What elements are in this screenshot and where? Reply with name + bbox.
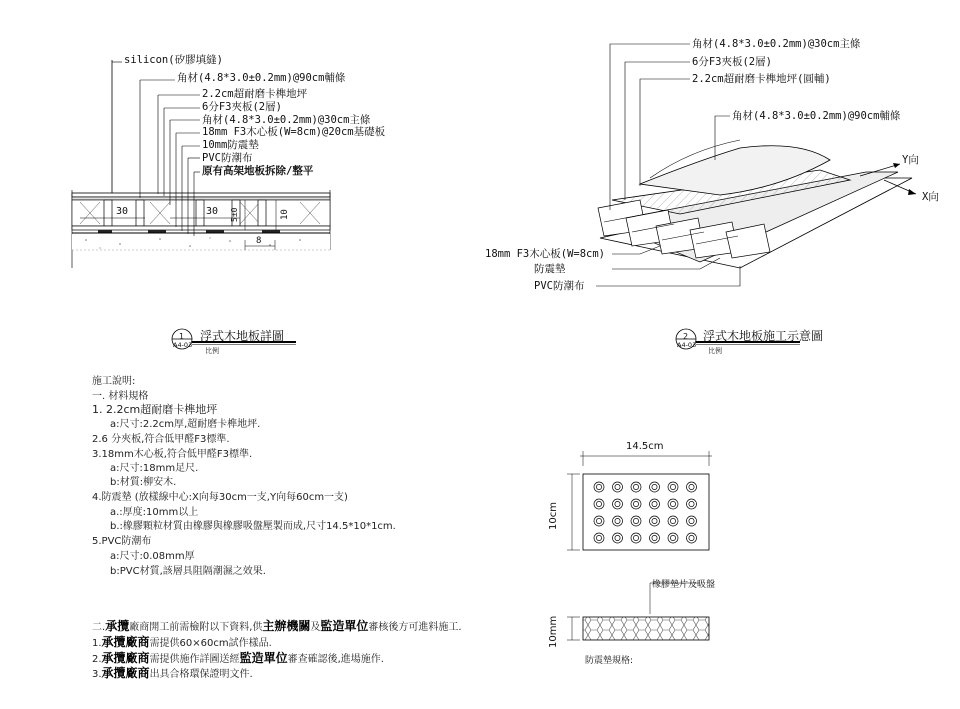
dim-10: 10 bbox=[280, 209, 290, 220]
pad-caption: 防震墊規格: bbox=[585, 656, 634, 666]
title-1-scale: 比例 bbox=[205, 347, 219, 355]
iso-label-wear: 2.2cm超耐磨卡榫地坪(圓輔) bbox=[692, 73, 831, 85]
pad-width-label: 14.5cm bbox=[626, 441, 664, 452]
pad-thickness-label: 10mm bbox=[548, 615, 559, 648]
dim-8: 8 bbox=[256, 236, 262, 246]
label-angle-30: 角材(4.8*3.0±0.2mm)@30cm主條 bbox=[202, 114, 371, 126]
title-2-scale: 比例 bbox=[708, 347, 722, 355]
label-silicon: silicon(矽膠填縫) bbox=[124, 54, 223, 66]
note-s2-2: 2.承攬廠商需提供施作詳圖送經監造單位審查確認後,進場施作. bbox=[92, 651, 384, 665]
iso-label-angle-90: 角材(4.8*3.0±0.2mm)@90cm輔條 bbox=[732, 110, 901, 122]
notes-section-1: 一. 材料規格 bbox=[92, 391, 149, 402]
note-s2-1: 1.承攬廠商需提供60×60cm試作樣品. bbox=[92, 635, 272, 649]
axis-y-label: Y向 bbox=[902, 154, 919, 166]
notes-heading: 施工說明: bbox=[92, 376, 136, 387]
note-4: 4.防震墊 (放樣線中心:X向每30cm一支,Y向每60cm一支) bbox=[92, 492, 348, 503]
note-3b: b:材質:柳安木. bbox=[110, 477, 177, 488]
pad-height-label: 10cm bbox=[548, 502, 559, 530]
dim-30-a: 30 bbox=[116, 206, 129, 217]
iso-label-angle-30: 角材(4.8*3.0±0.2mm)@30cm主條 bbox=[692, 38, 861, 50]
note-1a: a:尺寸:2.2cm厚,超耐磨卡榫地坪. bbox=[110, 419, 261, 430]
note-2: 2.6 分夾板,符合低甲醛F3標準. bbox=[92, 434, 230, 445]
pad-side-view bbox=[567, 583, 709, 640]
note-5b: b:PVC材質,該層具阻隔潮濕之效果. bbox=[110, 566, 266, 577]
label-angle-90: 角材(4.8*3.0±0.2mm)@90cm輔條 bbox=[177, 72, 346, 84]
note-4b: b.:橡膠顆粒材質由橡膠與橡膠吸盤壓製而成,尺寸14.5*10*1cm. bbox=[110, 521, 396, 532]
dim-5: 5±0 bbox=[230, 207, 239, 222]
iso-label-pvc: PVC防潮布 bbox=[534, 280, 585, 292]
note-5a: a:尺寸:0.08mm厚 bbox=[110, 551, 195, 562]
note-5: 5.PVC防潮布 bbox=[92, 536, 152, 547]
iso-label-core-board: 18mm F3木心板(W=8cm) bbox=[485, 248, 606, 260]
label-wear-layer: 2.2cm超耐磨卡榫地坪 bbox=[202, 88, 308, 100]
title-1-name: 浮式木地板詳圖 bbox=[200, 329, 285, 343]
label-pad: 10mm防震墊 bbox=[202, 139, 259, 151]
iso-label-pad: 防震墊 bbox=[534, 263, 566, 275]
title-2-sheet: A4-03 bbox=[677, 341, 697, 349]
title-1-sheet: A4-03 bbox=[173, 341, 193, 349]
pad-top-view bbox=[567, 451, 712, 550]
title-1-number: 1 bbox=[179, 332, 185, 341]
title-2-number: 2 bbox=[683, 332, 689, 341]
label-core-board: 18mm F3木心板(W=8cm)@20cm基礎板 bbox=[202, 126, 386, 138]
note-s2-3: 3.承攬廠商出具合格環保證明文件. bbox=[92, 666, 253, 680]
note-1: 1. 2.2cm超耐磨卡榫地坪 bbox=[92, 403, 218, 416]
notes-section-2: 二.承攬廠商開工前需檢附以下資料,供主辦機關及監造單位審核後方可進料施工. bbox=[92, 619, 462, 633]
label-demolition: 原有高架地板拆除/整平 bbox=[202, 165, 314, 177]
dim-30-b: 30 bbox=[206, 206, 219, 217]
axis-x-label: X向 bbox=[922, 191, 939, 203]
note-3a: a:尺寸:18mm足尺. bbox=[110, 463, 199, 474]
note-4a: a.:厚度:10mm以上 bbox=[110, 507, 199, 518]
pad-rubber-label: 橡膠墊片及吸盤 bbox=[652, 580, 716, 590]
iso-label-plywood: 6分F3夾板(2層) bbox=[692, 56, 772, 68]
note-3: 3.18mm木心板,符合低甲醛F3標準. bbox=[92, 449, 253, 460]
label-pvc: PVC防潮布 bbox=[202, 152, 253, 164]
title-2-name: 浮式木地板施工示意圖 bbox=[703, 329, 824, 343]
label-plywood: 6分F3夾板(2層) bbox=[202, 101, 282, 113]
